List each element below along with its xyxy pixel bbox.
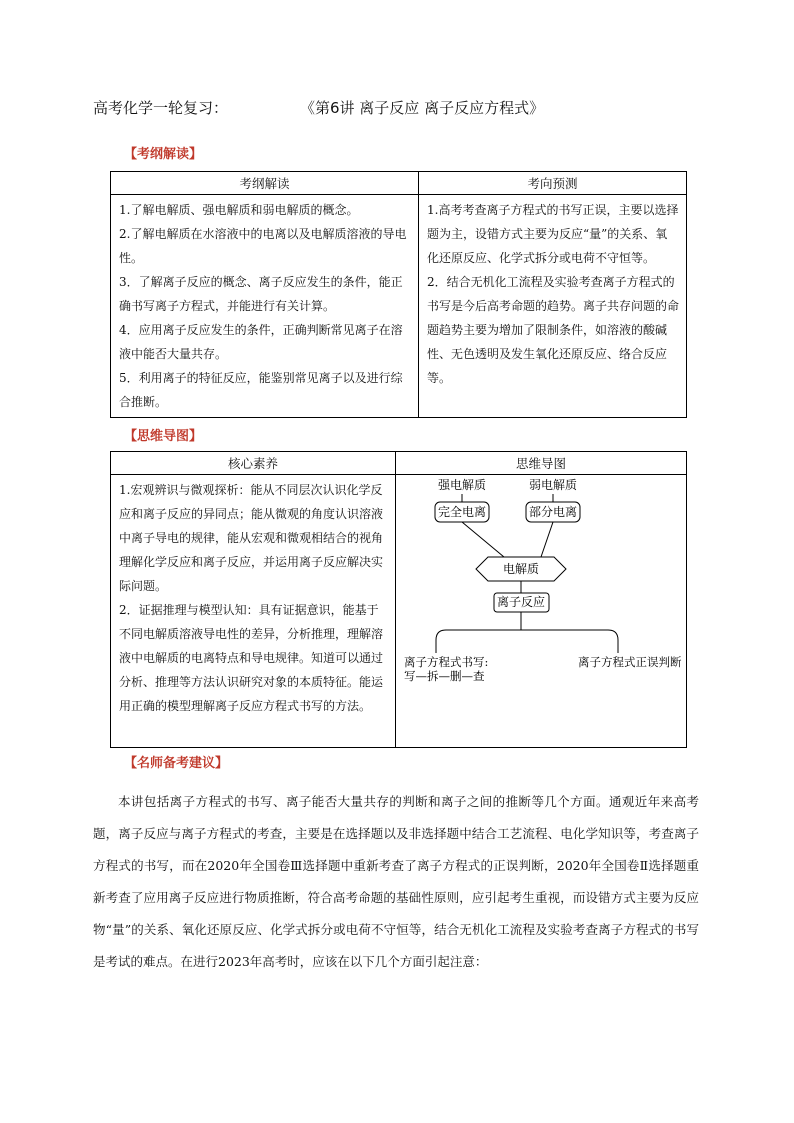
outline-item: 3．了解离子反应的概念、离子反应发生的条件，能正确书写离子方程式，并能进行有关计算。 [119, 275, 403, 313]
section-tag-outline: 【考纲解读】 [124, 147, 203, 162]
forecast-item: 1.高考考查离子方程式的书写正误，主要以选择题为主，设错方式主要为反应“量”的关系、氧化还原反应、化学式拆分或电荷不守恒等。 [427, 203, 679, 265]
forecast-list [420, 196, 685, 392]
mindmap-col-header: 思维导图 [396, 452, 687, 475]
page-title: 《第6讲 离子反应 离子反应方程式》 [300, 99, 545, 117]
forecast-item: 2．结合无机化工流程及实验考查离子方程式的书写是今后高考命题的趋势。离子共存问题的命题趋势主要为增加了限制条件，如溶液的酸碱性、无色透明及发生氧化还原反应、络合反应等。 [427, 275, 680, 385]
electrolyte-label: 电解质 [502, 562, 540, 576]
section-tag-advice: 【名师备考建议】 [124, 756, 229, 771]
outline-item: 4．应用离子反应发生的条件，正确判断常见离子在溶液中能否大量共存。 [119, 323, 403, 361]
outline-col-header: 考纲解读 [111, 172, 419, 195]
weak-electrolyte-label: 弱电解质 [528, 478, 578, 492]
outline-table [110, 171, 687, 418]
forecast-col-header: 考向预测 [419, 172, 687, 195]
page-title-prefix: 高考化学一轮复习： [93, 99, 229, 117]
literacy-item: 1.宏观辨识与微观探析：能从不同层次认识化学反应和离子反应的异同点；能从微观的角度认识溶液中离子导电的规律，能从宏观和微观相结合的视角理解化学反应和离子反应，并运用离子反应解决实际问题。 [119, 483, 384, 593]
equation-writing-steps: 写—拆—删—查 [404, 669, 485, 683]
partial-ionization-label: 部分电离 [528, 505, 578, 519]
advice-paragraph: 本讲包括离子方程式的书写、离子能否大量共存的判断和离子之间的推断等几个方面。通观近年来高考题，离子反应与离子方程式的考查，主要是在选择题以及非选择题中结合工艺流程、电化学知识等，考查离子方程式的书写，而在2020年全国卷Ⅲ选择题中重新考查了离子方程式的正误判断，2020年全国卷Ⅱ选择题重新考查了应用离子反应进行物质推断，符合高考命题的基础性原则，应引起考生重视，而设错方式主要为反应物“量”的关系、氧化还原反应、化学式拆分或电荷不守恒等，结合无机化工流程及实验考查离子方程式的书写是考试的难点。在进行2023年高考时，应该在以下几个方面引起注意： [93, 794, 699, 969]
strong-electrolyte-label: 强电解质 [437, 478, 487, 492]
connector-line [541, 522, 553, 557]
mind-map-diagram [396, 475, 686, 745]
advice-paragraph-block [93, 786, 699, 978]
literacy-list [112, 476, 394, 720]
equation-writing-label: 离子方程式书写: [404, 655, 489, 669]
outline-item: 2.了解电解质在水溶液中的电离以及电解质溶液的导电性。 [119, 227, 407, 265]
literacy-item: 2．证据推理与模型认知：具有证据意识，能基于不同电解质溶液导电性的差异，分析推理，理解溶液中电解质的电离特点和导电规律。知道可以通过分析、推理等方法认识研究对象的本质特征。能运用正确的模型理解离子反应方程式书写的方法。 [119, 603, 384, 713]
outline-item: 5．利用离子的特征反应，能鉴别常见离子以及进行综合推断。 [119, 371, 403, 409]
ion-reaction-label: 离子反应 [496, 595, 546, 609]
full-ionization-label: 完全电离 [437, 505, 487, 519]
section-tag-mindmap: 【思维导图】 [124, 429, 203, 444]
connector-line [462, 522, 504, 557]
equation-judgment-label: 离子方程式正误判断 [578, 655, 682, 669]
literacy-table [110, 451, 687, 748]
literacy-col-header: 核心素养 [111, 452, 396, 475]
bracket-line [436, 630, 618, 653]
outline-item: 1.了解电解质、强电解质和弱电解质的概念。 [119, 203, 359, 217]
outline-list [112, 196, 417, 416]
